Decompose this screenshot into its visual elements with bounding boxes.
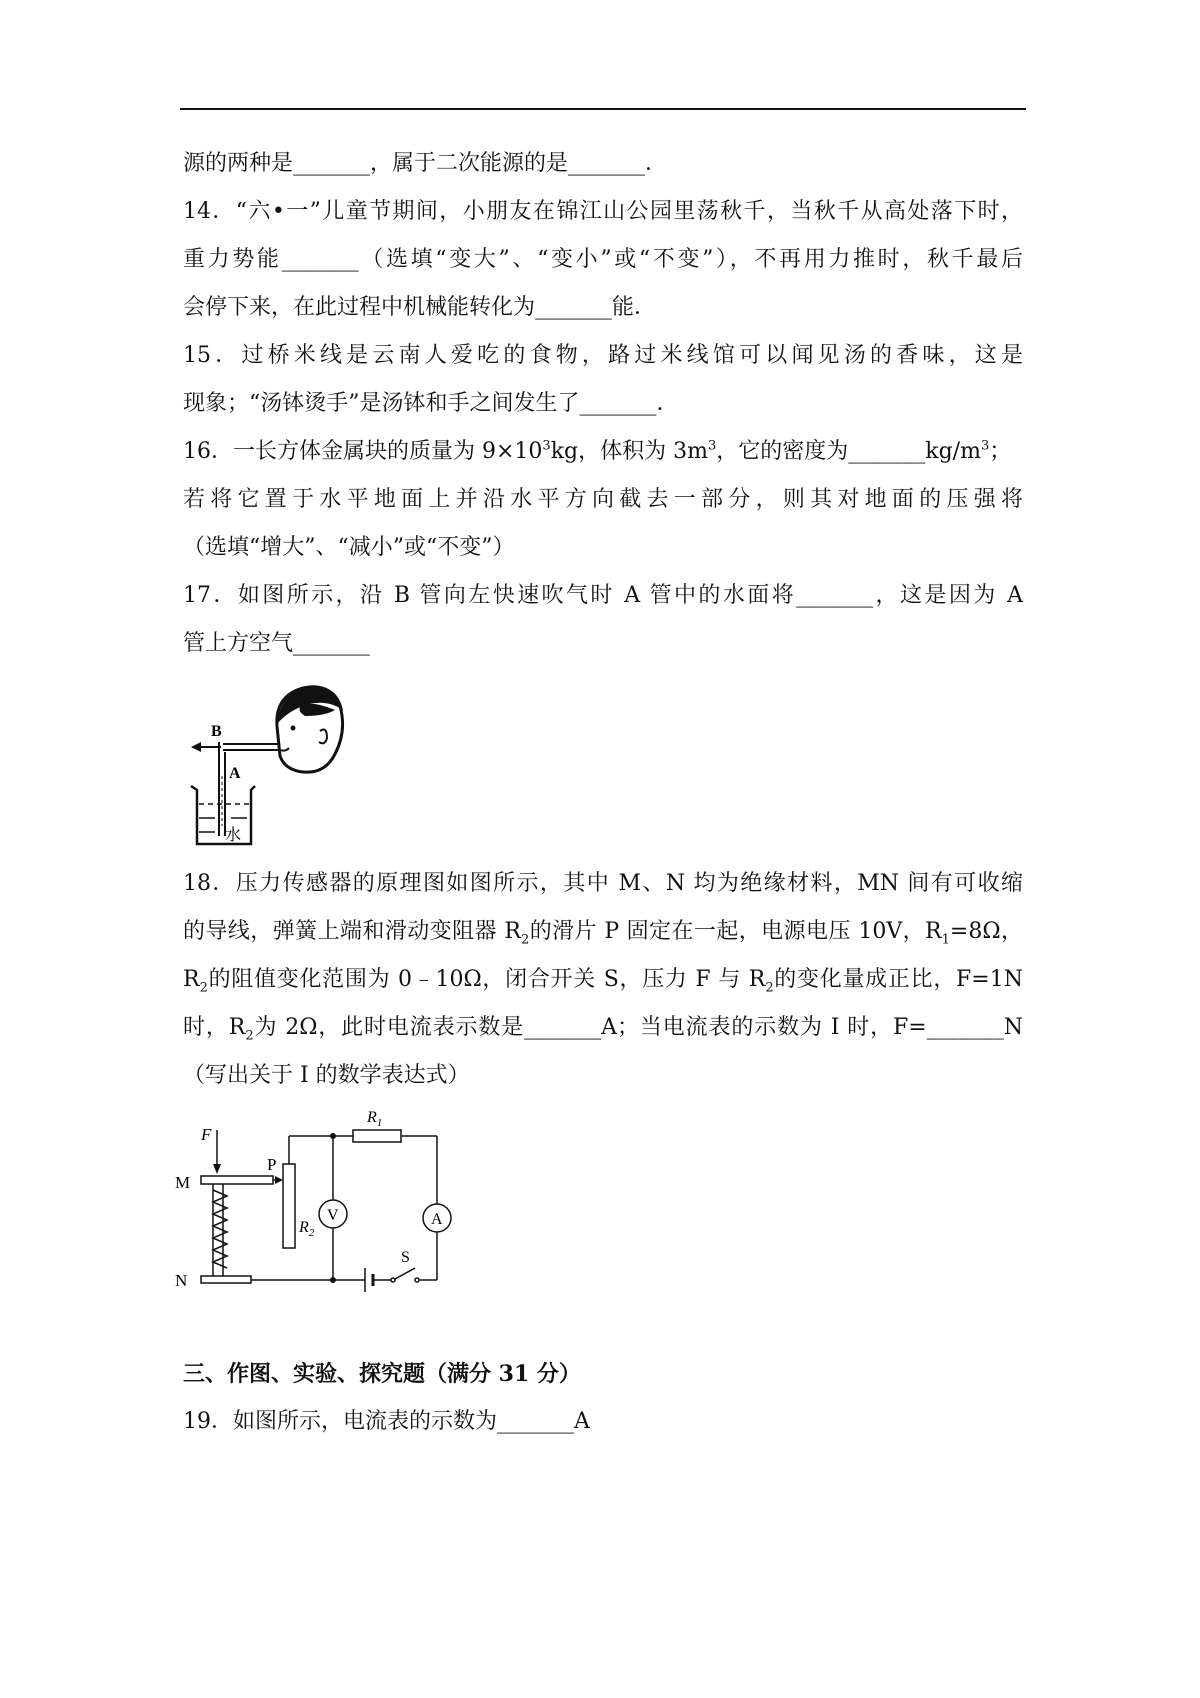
q14-line-2: 重力势能_______（选填“变大”、“变小”或“不变”），不再用力推时，秋千最后 bbox=[183, 247, 1023, 272]
q14-line-1: 14．“六•一”儿童节期间，小朋友在锦江山公园里荡秋千，当秋千从高处落下时， bbox=[183, 199, 1023, 224]
figure-18-circuit bbox=[175, 1104, 465, 1304]
q17-line-1: 17．如图所示，沿 B 管向左快速吹气时 A 管中的水面将_______，这是因为 A bbox=[183, 583, 1023, 608]
label-f: F bbox=[201, 1125, 212, 1144]
q15-line-2: 现象；“汤钵烫手”是汤钵和手之间发生了_______． bbox=[183, 391, 679, 416]
label-r2: $R_2$ bbox=[299, 1219, 315, 1239]
figure-17-diagram bbox=[185, 676, 365, 846]
label-ammeter: A bbox=[431, 1211, 443, 1228]
figure-18 bbox=[175, 1100, 1023, 1350]
q16-line-1: 16．一长方体金属块的质量为 $9\times 10^3kg$，体积为 $3m^3$，它的密度为$\_\_\_\_\_\_\_kg/m^3$； bbox=[183, 438, 1012, 464]
document-body bbox=[175, 140, 1024, 1446]
q14-line-3: 会停下来，在此过程中机械能转化为_______能． bbox=[183, 295, 657, 320]
label-n: N bbox=[175, 1271, 188, 1290]
q18-line-2: 的导线，弹簧上端和滑动变阻器 $R_2$的滑片 P 固定在一起，电源电压 10V，$R_1=8\Omega$， bbox=[183, 919, 1024, 948]
figure-17 bbox=[183, 668, 1023, 860]
text-line-1: 源的两种是_______，属于二次能源的是_______． bbox=[183, 151, 668, 176]
label-a: A bbox=[229, 765, 241, 782]
q18-line-3: $R_2$的阻值变化范围为 0﹣10Ω，闭合开关 S，压力 F 与 $R_2$的变化量成正比，F=1N bbox=[183, 967, 1023, 996]
section-3-heading: 三、作图、实验、探究题（满分 31 分） bbox=[183, 1361, 581, 1387]
q18-line-4: 时，$R_2$为 2Ω，此时电流表示数是_______A；当电流表的示数为 I 时，F=_______N bbox=[183, 1015, 1023, 1044]
label-m: M bbox=[175, 1173, 191, 1192]
label-b: B bbox=[211, 723, 222, 740]
header-rule bbox=[180, 108, 1026, 110]
q16-line-2: 若将它置于水平地面上并沿水平方向截去一部分，则其对地面的压强将 bbox=[183, 487, 1023, 512]
label-r1: $R_1$ bbox=[367, 1109, 383, 1129]
q17-line-2: 管上方空气_______ bbox=[183, 631, 371, 656]
label-s: S bbox=[401, 1249, 410, 1266]
label-voltmeter: V bbox=[327, 1207, 339, 1224]
q19-line-1: 19．如图所示，电流表的示数为_______A bbox=[183, 1409, 590, 1434]
label-water: 水 bbox=[225, 827, 242, 844]
q15-line-1: 15．过桥米线是云南人爱吃的食物，路过米线馆可以闻见汤的香味，这是 bbox=[183, 343, 1023, 368]
q18-line-5: （写出关于 I 的数学表达式） bbox=[183, 1063, 470, 1088]
label-p: P bbox=[267, 1155, 277, 1174]
q16-line-3: （选填“增大”、“减小”或“不变”） bbox=[183, 535, 515, 560]
q18-line-1: 18．压力传感器的原理图如图所示，其中 M、N 均为绝缘材料，MN 间有可收缩 bbox=[183, 871, 1023, 896]
